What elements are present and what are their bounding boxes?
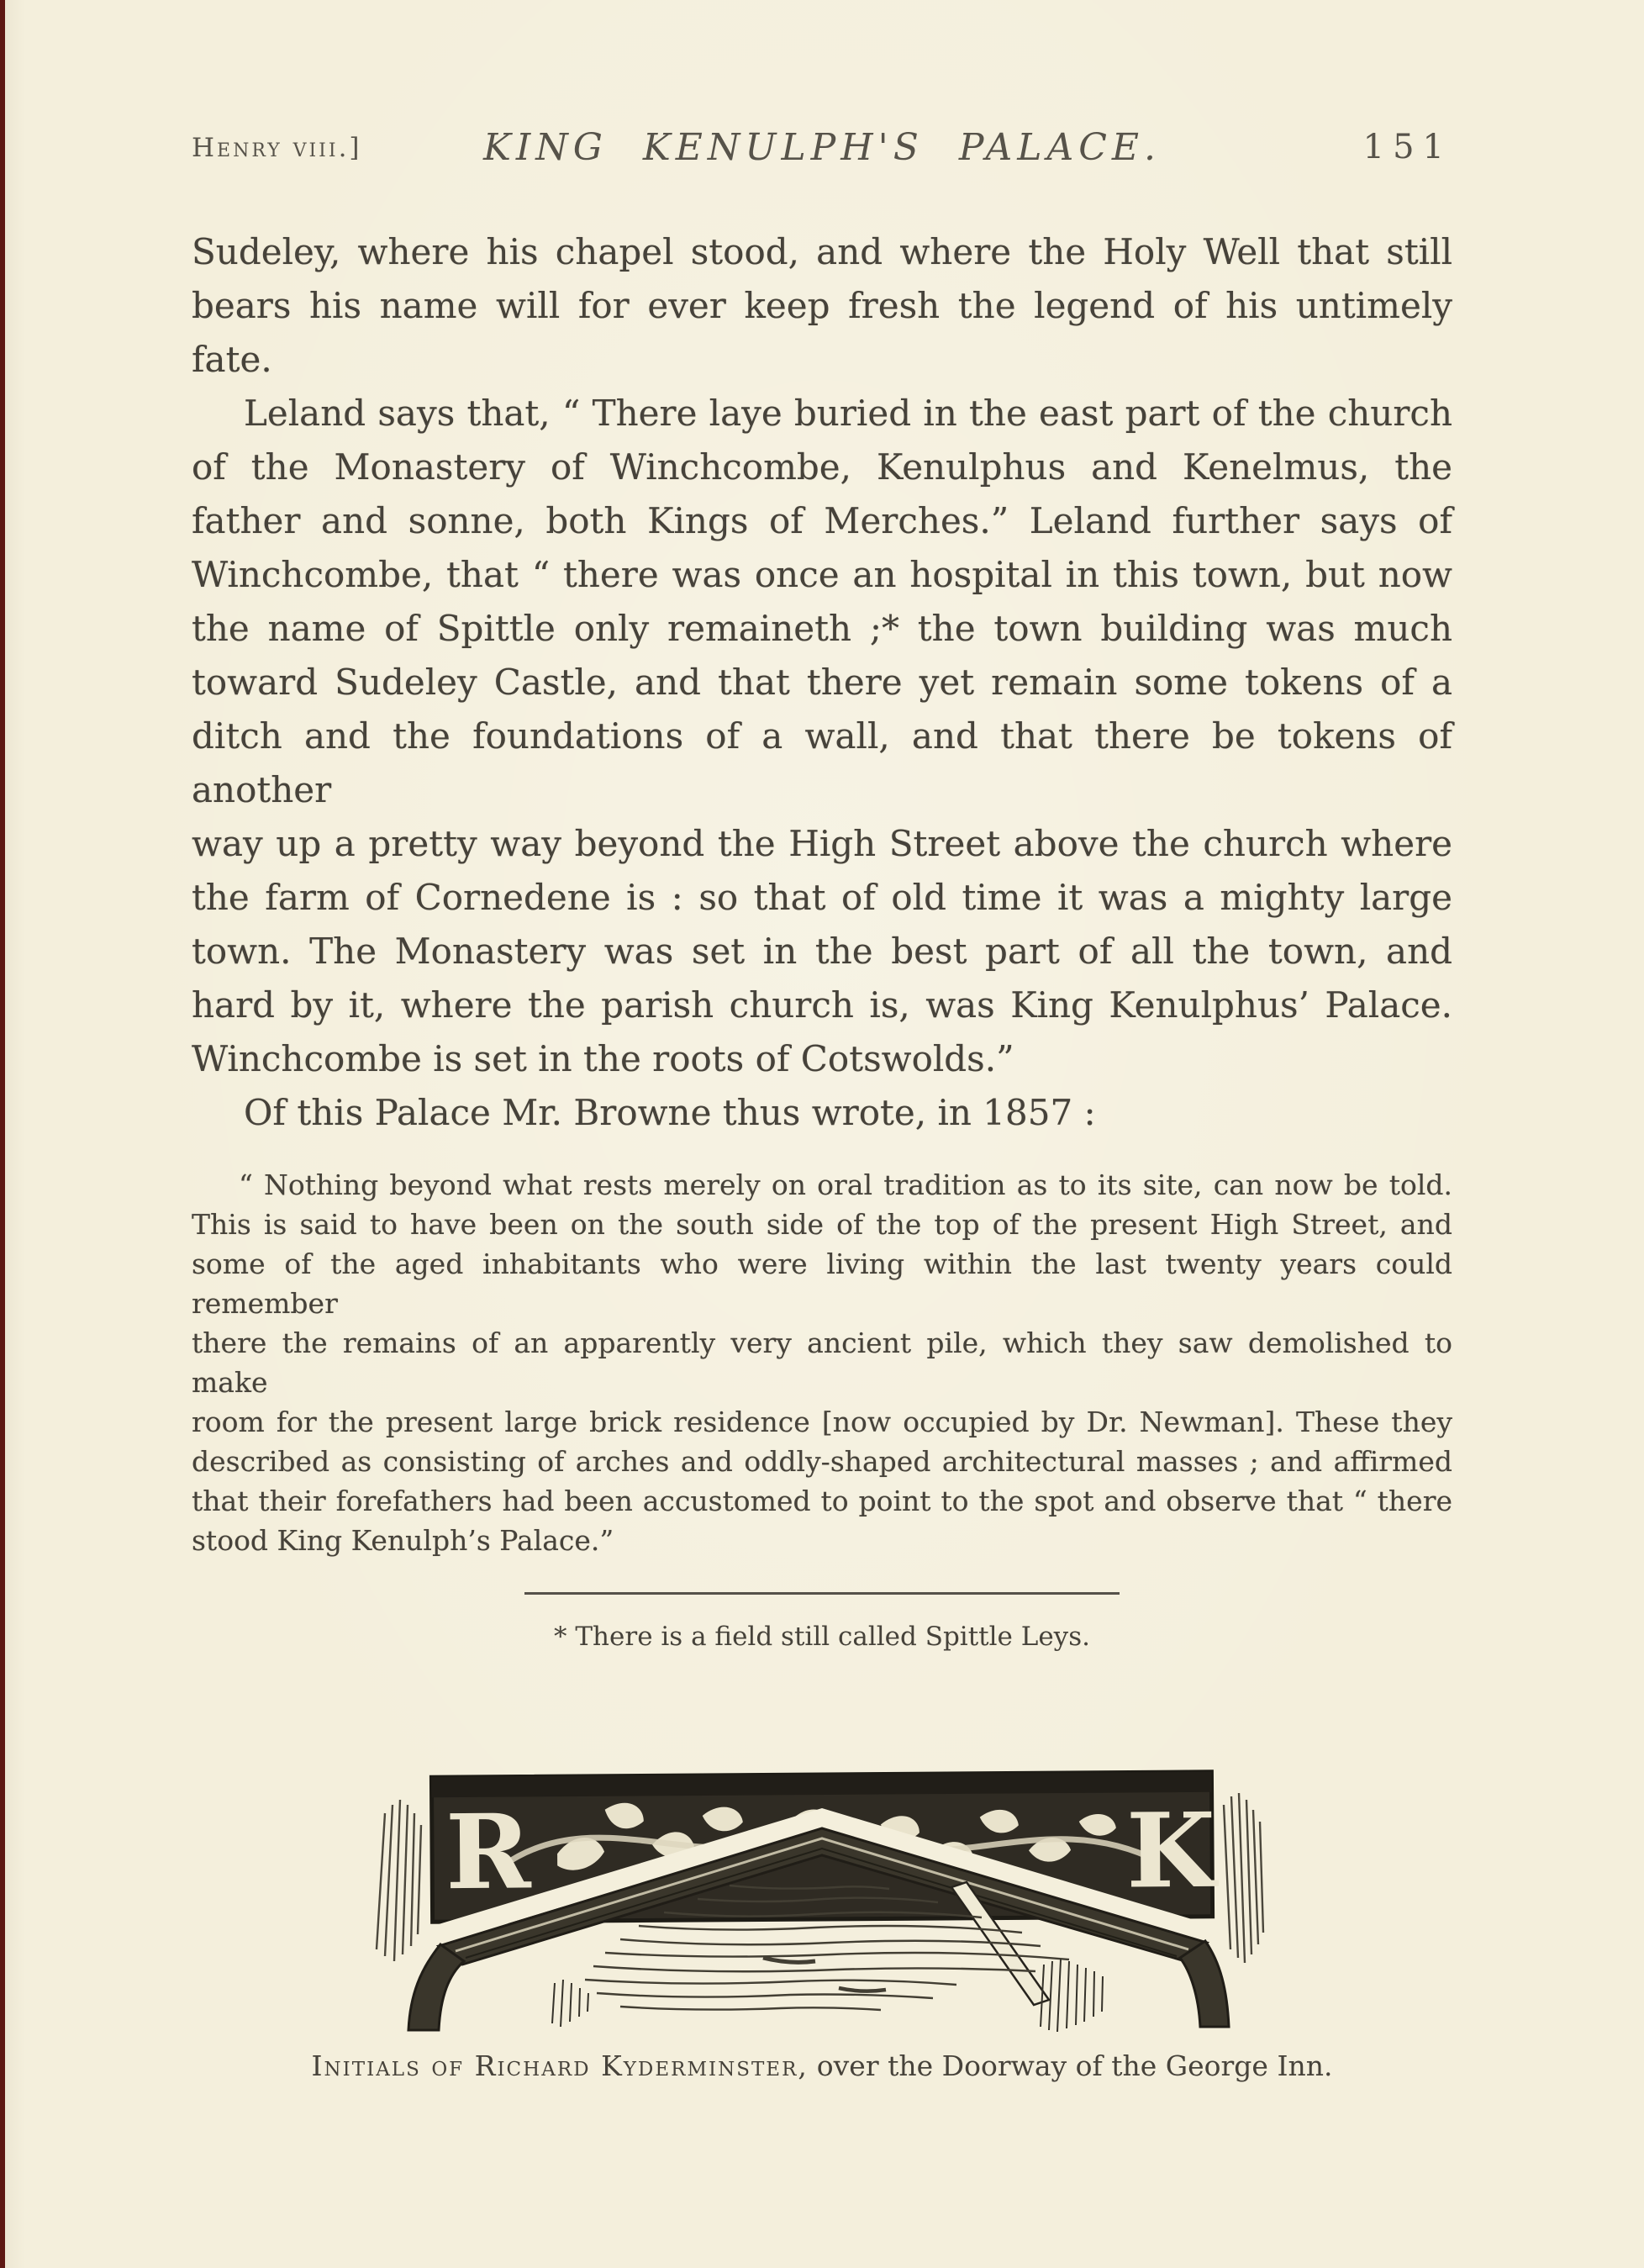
paragraph	[192, 225, 1452, 387]
paragraph	[192, 387, 1452, 1086]
page-number: 151	[1362, 128, 1452, 166]
text-line: way up a pretty way beyond the High Street above the church where	[192, 823, 1452, 864]
engraving-figure	[192, 1744, 1452, 2038]
shadow-hatching-right	[1041, 1959, 1103, 2032]
chapter-marker: Henry viii.]	[192, 133, 362, 163]
text-line: Of this Palace Mr. Browne thus wrote, in 1857 :	[244, 1092, 1096, 1133]
text-line: town. The Monastery was set in the best part of all the town, and	[192, 931, 1452, 972]
arch-haunch-left	[408, 1944, 464, 2030]
text-line: hard by it, where the parish church is, was King Kenulphus’ Palace.	[192, 984, 1452, 1026]
text-line: “ Nothing beyond what rests merely on oral tradition as to its site, can now be told.	[239, 1168, 1452, 1201]
text-line: Winchcombe, that “ there was once an hospital in this town, but now	[192, 554, 1452, 595]
text-line: father and sonne, both Kings of Merches.” Leland further says of	[192, 500, 1452, 541]
text-line: This is said to have been on the south side of the top of the present High Street, and	[192, 1208, 1452, 1241]
initial-letter-k: K	[1125, 1789, 1216, 1912]
wall-hatching-left	[377, 1800, 421, 1961]
engraving-illustration	[368, 1744, 1276, 2034]
text-line: there the remains of an apparently very ancient pile, which they saw demolished to make	[192, 1327, 1452, 1399]
page-title: KING KENULPH'S PALACE.	[483, 126, 1161, 169]
text-line: stood King Kenulph’s Palace.”	[192, 1524, 614, 1557]
text-line: Leland says that, “ There laye buried in the east part of the church	[244, 393, 1452, 434]
text-line: of the Monastery of Winchcombe, Kenulphus and Kenelmus, the	[192, 446, 1452, 488]
arch-haunch-right	[1180, 1941, 1229, 2027]
footnote-rule	[524, 1592, 1120, 1595]
paragraph	[192, 1086, 1452, 1140]
running-head	[192, 126, 1452, 173]
caption-name: Initials of Richard Kyderminster,	[311, 2049, 809, 2082]
shadow-hatching-left	[552, 1980, 588, 2027]
page-content	[192, 0, 1452, 2082]
block-quote	[192, 1165, 1452, 1560]
text-line: the name of Spittle only remaineth ;* the town building was much	[192, 608, 1452, 649]
text-line: that their forefathers had been accustomed to point to the spot and observe that “ there	[192, 1485, 1452, 1517]
binding-edge	[0, 0, 5, 2268]
text-line: room for the present large brick residence [now occupied by Dr. Newman]. These they	[192, 1406, 1452, 1438]
footnote: * There is a field still called Spittle Leys.	[554, 1622, 1090, 1652]
caption-rest: over the Doorway of the George Inn.	[816, 2049, 1333, 2082]
text-line: described as consisting of arches and oddly-shaped architectural masses ; and affirmed	[192, 1445, 1452, 1478]
text-line: Winchcombe is set in the roots of Cotswolds.”	[192, 1038, 1014, 1079]
text-line: the farm of Cornedene is : so that of old time it was a mighty large	[192, 877, 1452, 918]
text-line: ditch and the foundations of a wall, and that there be tokens of another	[192, 715, 1452, 810]
text-line: bears his name will for ever keep fresh the legend of his untimely fate.	[192, 285, 1452, 380]
text-line: toward Sudeley Castle, and that there yet remain some tokens of a	[192, 662, 1452, 703]
text-line: Sudeley, where his chapel stood, and where the Holy Well that still	[192, 231, 1452, 272]
initial-letter-r: R	[445, 1791, 531, 1913]
figure-caption	[192, 2049, 1452, 2082]
wall-hatching-right	[1224, 1793, 1263, 1963]
text-line: some of the aged inhabitants who were living within the last twenty years could remember	[192, 1247, 1452, 1320]
body-text	[192, 225, 1452, 1140]
